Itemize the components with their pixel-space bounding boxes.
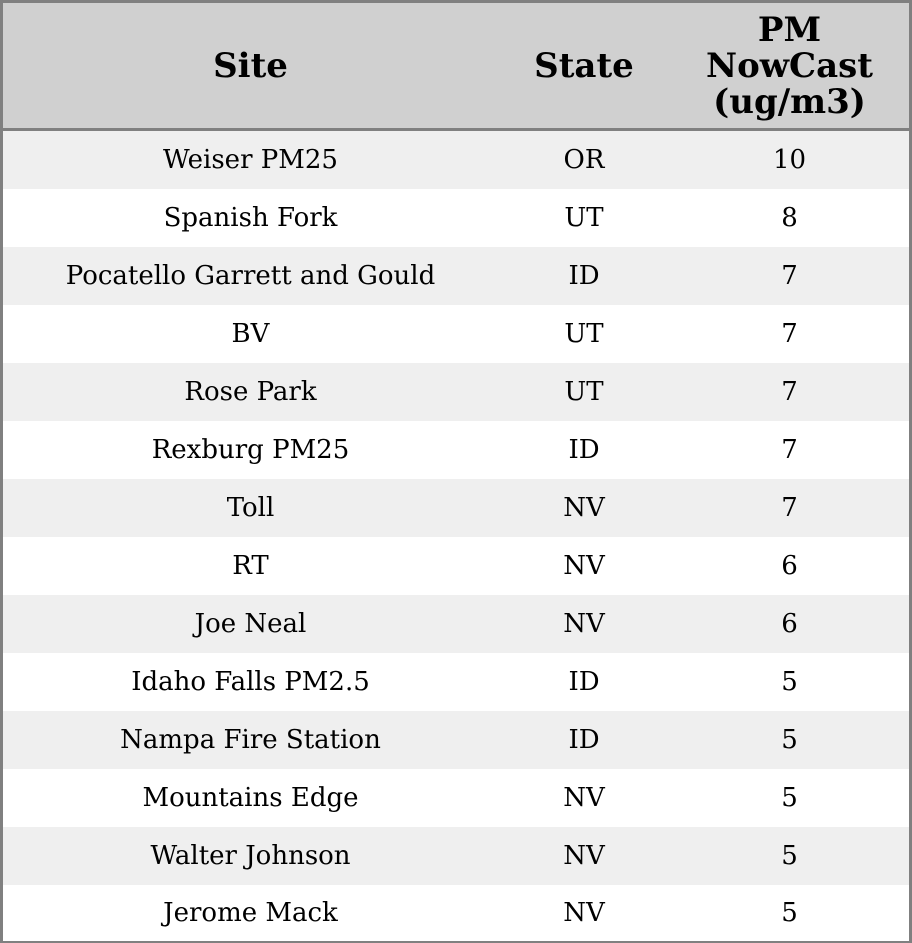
- table-row: [3, 130, 909, 190]
- site-cell: Mountains Edge: [3, 769, 498, 827]
- state-cell: UT: [498, 189, 670, 247]
- pm-value-cell: 7: [670, 479, 909, 537]
- column-header-site: Site: [3, 3, 498, 130]
- table-row: [3, 479, 909, 537]
- pm-value-cell: 5: [670, 769, 909, 827]
- table-row: [3, 305, 909, 363]
- table-row: [3, 421, 909, 479]
- state-cell: UT: [498, 305, 670, 363]
- pm-value-cell: 7: [670, 363, 909, 421]
- state-cell: UT: [498, 363, 670, 421]
- site-cell: Pocatello Garrett and Gould: [3, 247, 498, 305]
- site-cell: Walter Johnson: [3, 827, 498, 885]
- header-row: [3, 3, 909, 130]
- pm-value-cell: 5: [670, 653, 909, 711]
- table-body: [3, 130, 909, 942]
- pm-value-cell: 7: [670, 305, 909, 363]
- site-cell: Idaho Falls PM2.5: [3, 653, 498, 711]
- site-cell: Joe Neal: [3, 595, 498, 653]
- table-row: [3, 363, 909, 421]
- table-row: [3, 189, 909, 247]
- table-row: [3, 653, 909, 711]
- pm-value-cell: 5: [670, 711, 909, 769]
- table-row: [3, 885, 909, 941]
- pm-value-cell: 8: [670, 189, 909, 247]
- table-row: [3, 537, 909, 595]
- table-row: [3, 595, 909, 653]
- state-cell: NV: [498, 827, 670, 885]
- column-header-pm-nowcast: [670, 3, 909, 130]
- pm-value-cell: 6: [670, 537, 909, 595]
- site-cell: Jerome Mack: [3, 885, 498, 941]
- pm-value-cell: 10: [670, 130, 909, 190]
- site-cell: Weiser PM25: [3, 130, 498, 190]
- site-cell: Rexburg PM25: [3, 421, 498, 479]
- pm-nowcast-table: [3, 3, 909, 941]
- pm-value-cell: 6: [670, 595, 909, 653]
- state-cell: NV: [498, 885, 670, 941]
- site-cell: BV: [3, 305, 498, 363]
- table-row: [3, 827, 909, 885]
- state-cell: OR: [498, 130, 670, 190]
- pm-value-cell: 7: [670, 247, 909, 305]
- state-cell: ID: [498, 653, 670, 711]
- table-row: [3, 711, 909, 769]
- state-cell: ID: [498, 421, 670, 479]
- table-row: [3, 769, 909, 827]
- state-cell: ID: [498, 247, 670, 305]
- state-cell: ID: [498, 711, 670, 769]
- site-cell: Rose Park: [3, 363, 498, 421]
- state-cell: NV: [498, 769, 670, 827]
- pm-value-cell: 7: [670, 421, 909, 479]
- site-cell: Spanish Fork: [3, 189, 498, 247]
- table-row: [3, 247, 909, 305]
- table-header: [3, 3, 909, 130]
- pm-value-cell: 5: [670, 827, 909, 885]
- pm-value-cell: 5: [670, 885, 909, 941]
- column-header-pm-nowcast-label: PM NowCast (ug/m3): [706, 9, 873, 122]
- site-cell: RT: [3, 537, 498, 595]
- site-cell: Toll: [3, 479, 498, 537]
- state-cell: NV: [498, 537, 670, 595]
- column-header-state: State: [498, 3, 670, 130]
- site-cell: Nampa Fire Station: [3, 711, 498, 769]
- state-cell: NV: [498, 479, 670, 537]
- state-cell: NV: [498, 595, 670, 653]
